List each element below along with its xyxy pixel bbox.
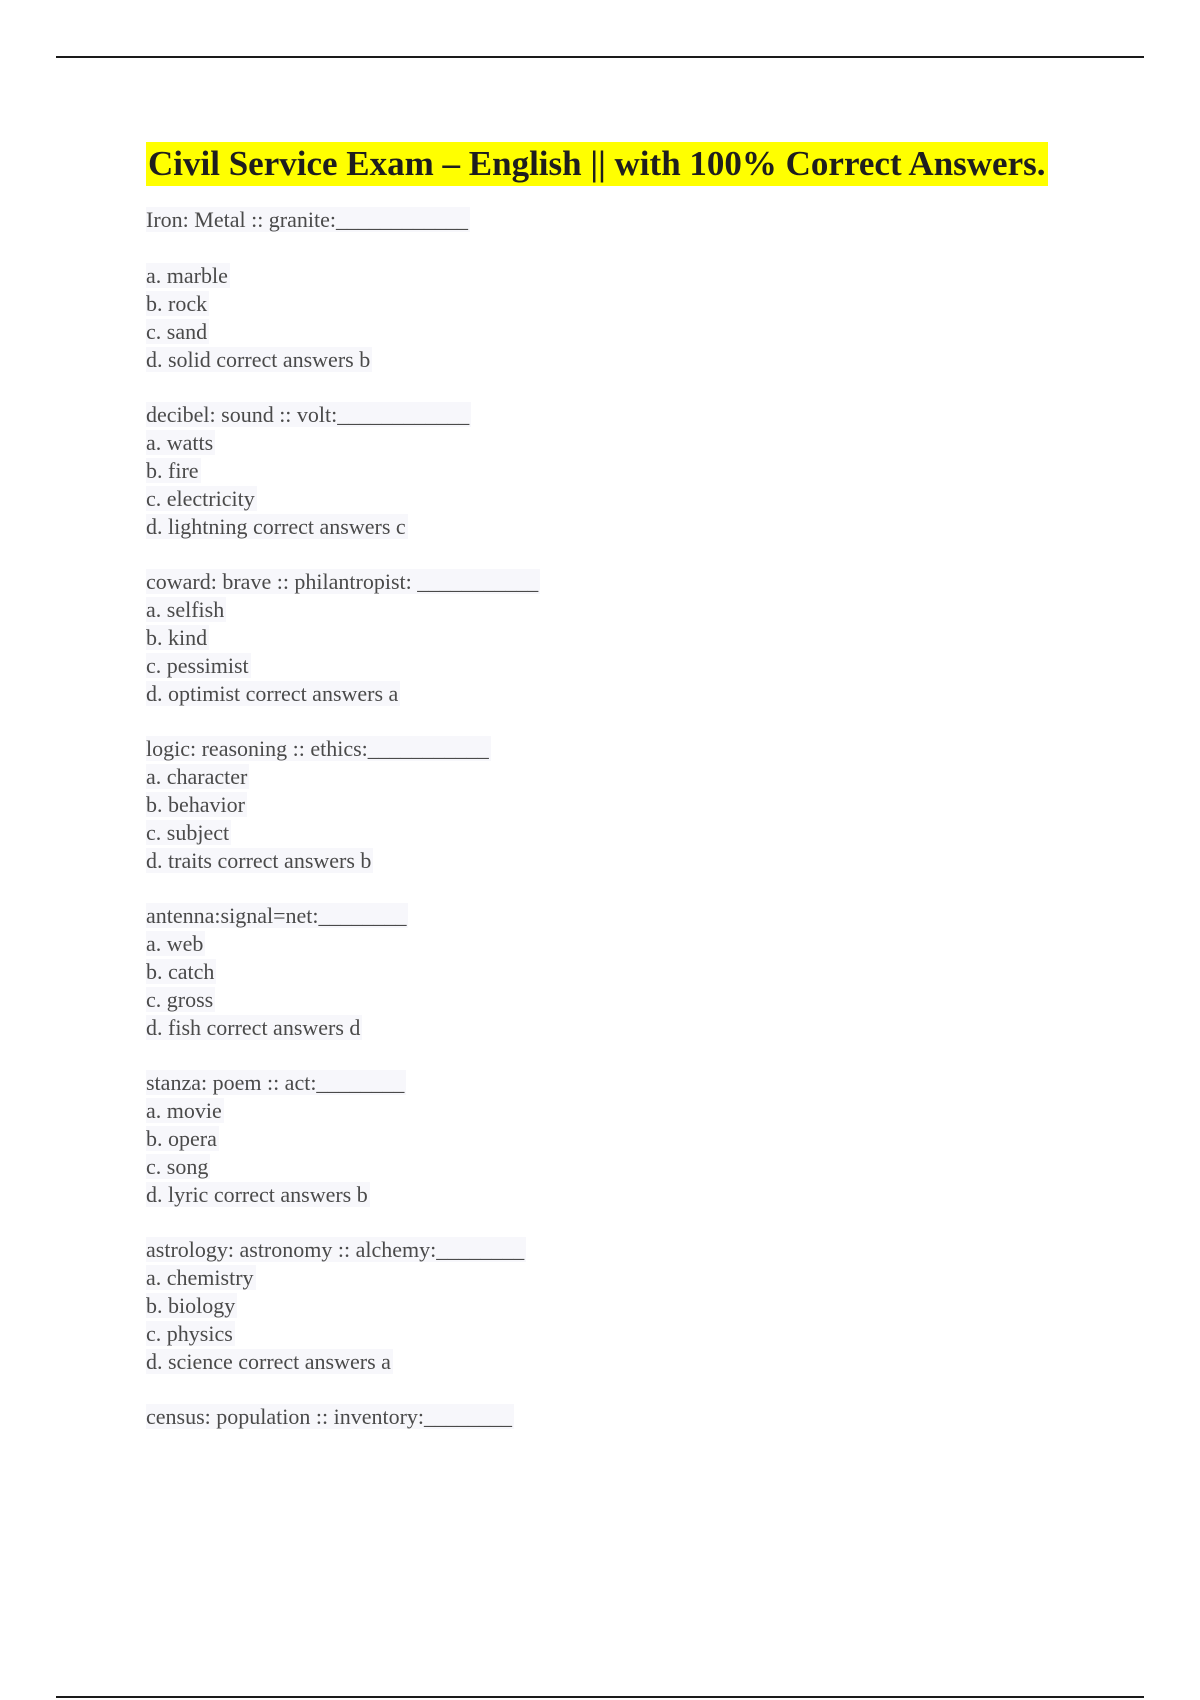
option-d-answer: d. traits correct answers b [146,848,372,873]
option-a: a. watts [146,430,214,455]
option-c: c. song [146,1154,209,1179]
option-b: b. fire [146,458,199,483]
option-b: b. opera [146,1126,217,1151]
option-c: c. pessimist [146,653,249,678]
title-wrapper [146,142,1146,206]
question-2 [146,401,1146,541]
question-7 [146,1236,1146,1376]
option-c: c. physics [146,1321,233,1346]
option-b: b. catch [146,959,215,984]
question-4 [146,735,1146,875]
option-c: c. electricity [146,486,255,511]
question-1 [146,206,1146,374]
option-d-answer: d. lightning correct answers c [146,514,406,539]
question-prompt: decibel: sound :: volt:____________ [146,402,470,427]
option-c: c. gross [146,987,214,1012]
question-prompt: antenna:signal=net:________ [146,903,407,928]
question-8 [146,1403,1146,1431]
question-prompt: Iron: Metal :: granite:____________ [146,207,468,232]
option-d-answer: d. optimist correct answers a [146,681,399,706]
question-5 [146,902,1146,1042]
option-b: b. rock [146,291,208,316]
option-b: b. biology [146,1293,236,1318]
question-prompt: census: population :: inventory:________ [146,1404,513,1429]
option-d-answer: d. solid correct answers b [146,347,371,372]
option-b: b. behavior [146,792,245,817]
top-rule [56,56,1144,58]
option-c: c. sand [146,319,208,344]
question-prompt: coward: brave :: philantropist: ___________ [146,569,539,594]
option-a: a. movie [146,1098,222,1123]
question-prompt: logic: reasoning :: ethics:___________ [146,736,489,761]
option-a: a. web [146,931,204,956]
option-d-answer: d. science correct answers a [146,1349,391,1374]
document-title: Civil Service Exam – English || with 100% Correct Answers. [146,142,1048,186]
option-a: a. chemistry [146,1265,254,1290]
option-a: a. selfish [146,597,225,622]
option-a: a. character [146,764,248,789]
option-c: c. subject [146,820,230,845]
question-prompt: stanza: poem :: act:________ [146,1070,405,1095]
question-3 [146,568,1146,708]
bottom-rule [56,1696,1144,1698]
option-d-answer: d. lyric correct answers b [146,1182,368,1207]
document-body [146,142,1146,1458]
question-prompt: astrology: astronomy :: alchemy:________ [146,1237,525,1262]
option-b: b. kind [146,625,208,650]
question-6 [146,1069,1146,1209]
option-a: a. marble [146,263,228,288]
option-d-answer: d. fish correct answers d [146,1015,361,1040]
